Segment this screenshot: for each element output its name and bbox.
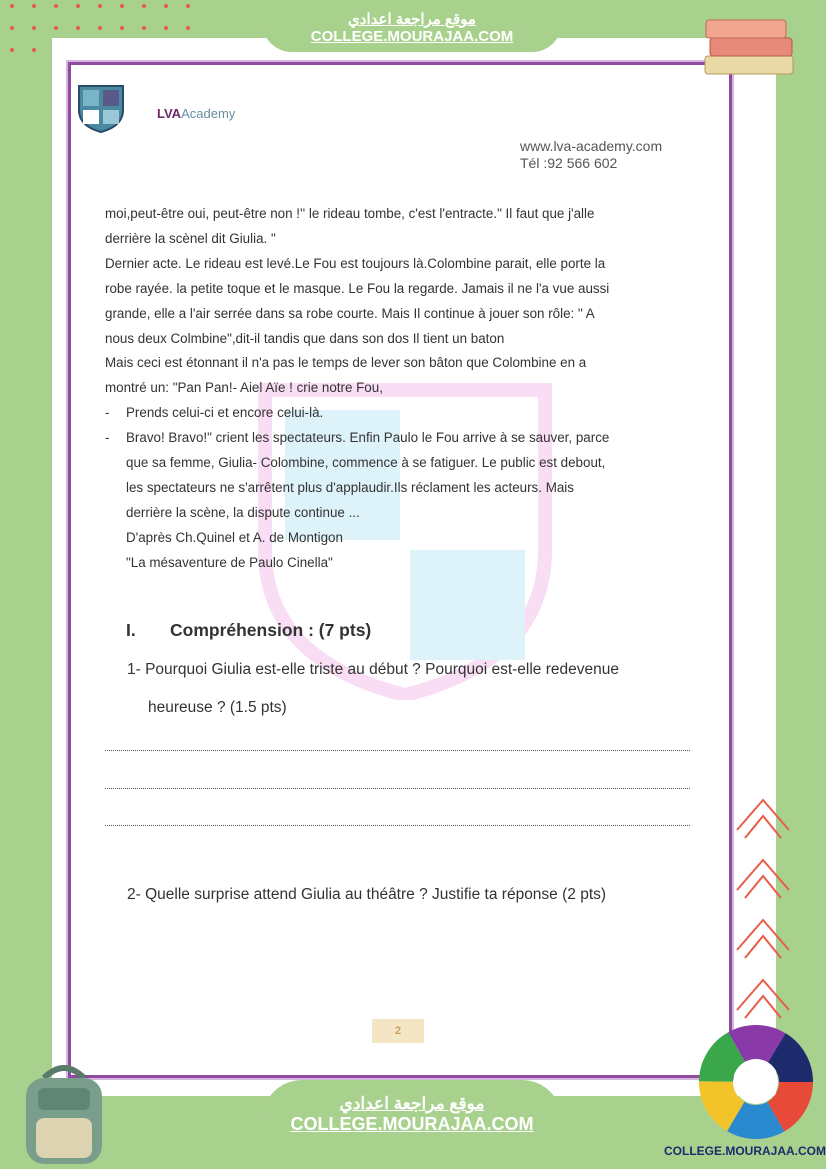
- text-line: Dernier acte. Le rideau est levé.Le Fou est toujours là.Colombine parait, elle porte la: [105, 255, 606, 271]
- section-heading: [126, 620, 371, 641]
- answer-line[interactable]: [105, 788, 690, 789]
- corner-site-label[interactable]: COLLEGE.MOURAJAA.COM: [664, 1144, 826, 1158]
- text-line: que sa femme, Giulia- Colombine, commence à se fatiguer. Le public est debout,: [126, 455, 606, 471]
- story-text: [105, 202, 705, 576]
- text-line: Mais ceci est étonnant il n'a pas le temps de lever son bâton que Colombine en a: [105, 355, 587, 371]
- academy-shield-logo: [75, 82, 127, 134]
- text-line: les spectateurs ne s'arrêtent plus d'applaudir.Ils réclament les acteurs. Mais: [126, 479, 574, 495]
- text-line: robe rayée. la petite toque et le masque. Le Fou la regarde. Jamais il ne l'a vue aussi: [105, 280, 610, 296]
- dot: [120, 4, 124, 8]
- backpack-icon: [14, 1058, 114, 1166]
- brand-bold: LVA: [157, 106, 182, 121]
- list-dash: -: [105, 405, 110, 421]
- dot: [54, 26, 58, 30]
- dot: [32, 4, 36, 8]
- chevrons-decoration-icon: [733, 790, 793, 1030]
- text-line: montré un: "Pan Pan!- Aiel Aïe ! crie notre Fou,: [105, 380, 383, 396]
- dot: [186, 4, 190, 8]
- dot: [32, 48, 36, 52]
- answer-line[interactable]: [105, 750, 690, 751]
- site-banner[interactable]: [262, 0, 562, 52]
- footer-banner-arabic[interactable]: موقع مراجعة اعدادي: [339, 1094, 485, 1113]
- list-item: [105, 401, 705, 426]
- brand-name: [157, 106, 235, 121]
- answer-line[interactable]: [105, 825, 690, 826]
- section-title: Compréhension : (7 pts): [170, 620, 372, 640]
- footer-banner-url[interactable]: COLLEGE.MOURAJAA.COM: [290, 1114, 534, 1134]
- page-number: 2: [372, 1019, 424, 1043]
- list-item: [105, 426, 705, 451]
- dot: [164, 4, 168, 8]
- dot: [120, 26, 124, 30]
- question-2: 2- Quelle surprise attend Giulia au théâtre ? Justifie ta réponse (2 pts): [127, 886, 607, 903]
- site-banner-url[interactable]: COLLEGE.MOURAJAA.COM: [310, 28, 514, 45]
- dot: [142, 26, 146, 30]
- dot: [98, 26, 102, 30]
- dot: [76, 26, 80, 30]
- books-icon: [700, 12, 800, 82]
- contact-info: [520, 138, 662, 172]
- source-title: "La mésaventure de Paulo Cinella": [126, 554, 333, 570]
- section-number: I.: [126, 620, 136, 640]
- text-line: grande, elle a l'air serrée dans sa robe courte. Mais Il continue à jouer son rôle: " A: [105, 305, 595, 321]
- text-line: derrière la scènel dit Giulia. ": [105, 230, 276, 246]
- question-1-cont: heureuse ? (1.5 pts): [148, 699, 287, 716]
- list-item-text: Bravo! Bravo!" crient les spectateurs. Enfin Paulo le Fou arrive à se sauver, parce: [126, 430, 610, 446]
- dot: [76, 4, 80, 8]
- text-line: moi,peut-être oui, peut-être non !'' le rideau tombe, c'est l'entracte." Il faut que j'alle: [105, 206, 595, 221]
- subjects-wheel-icon: [696, 1022, 816, 1142]
- dot: [164, 26, 168, 30]
- list-dash: -: [105, 430, 110, 446]
- source-author: D'après Ch.Quinel et A. de Montigon: [126, 529, 343, 545]
- dot: [98, 4, 102, 8]
- website-link[interactable]: www.lva-academy.com: [520, 138, 663, 154]
- dot: [54, 4, 58, 8]
- dot: [32, 26, 36, 30]
- text-line: nous deux Colmbine",dit-il tandis que dans son dos Il tient un baton: [105, 330, 505, 346]
- text-line: derrière la scène, la dispute continue ...: [126, 504, 360, 520]
- question-1: 1- Pourquoi Giulia est-elle triste au début ? Pourquoi est-elle redevenue: [127, 661, 619, 678]
- dot: [186, 26, 190, 30]
- phone-number: Tél :92 566 602: [520, 155, 618, 171]
- dot: [142, 4, 146, 8]
- site-banner-arabic[interactable]: موقع مراجعة اعدادي: [348, 11, 476, 28]
- brand-rest: Academy: [181, 106, 236, 121]
- dot: [10, 26, 14, 30]
- list-item-text: Prends celui-ci et encore celui-là.: [126, 405, 324, 421]
- dot: [10, 48, 14, 52]
- footer-banner[interactable]: [262, 1080, 562, 1169]
- dot: [10, 4, 14, 8]
